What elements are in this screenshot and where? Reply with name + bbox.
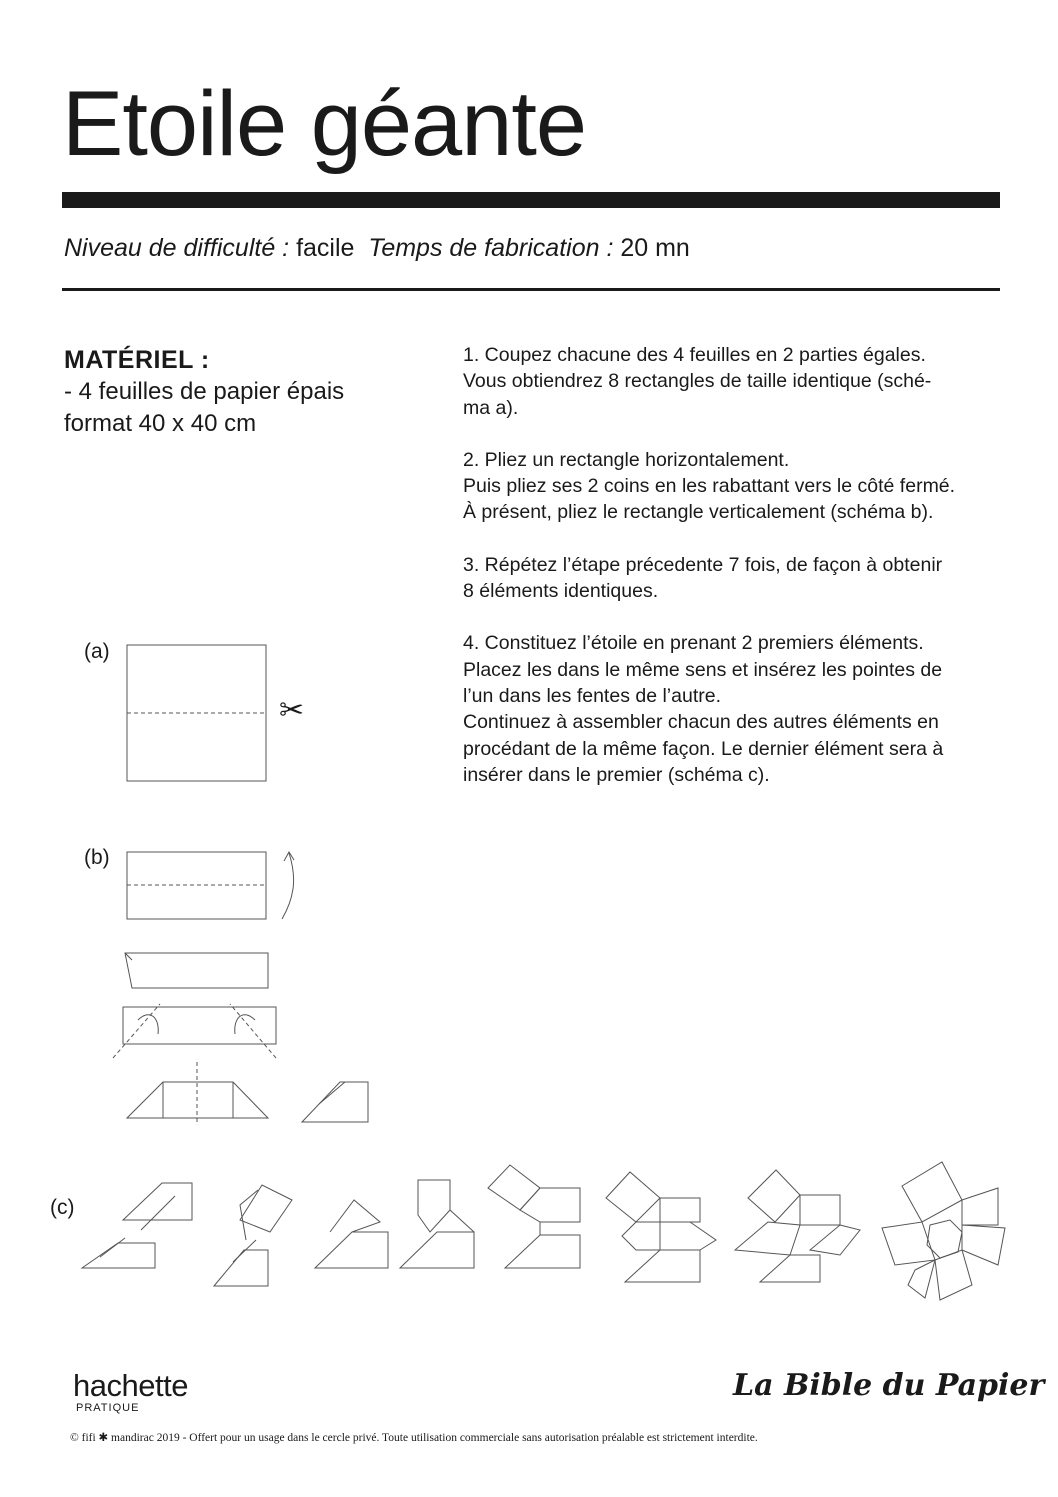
materials-line: - 4 feuilles de papier épais	[64, 378, 345, 405]
schema-b	[113, 852, 368, 1125]
copyright-notice: © fifi ✱ mandirac 2019 - Offert pour un usage dans le cercle privé. Toute utilisation commerciale sans autorisation préalable est strictement interdite.	[70, 1432, 758, 1444]
step-4: 4. Constituez l’étoile en prenant 2 premiers éléments. Placez les dans le même sens et insérez les pointes de l’un dans les fentes de l’autre. Continuez à assembler chacun des autres éléments en procédant de la même façon. Le dernier élément sera à insérer dans le premier (schéma c).	[463, 632, 944, 786]
schema-a	[127, 645, 266, 781]
materials-title: MATÉRIEL :	[64, 346, 210, 374]
diagram-label-c: (c)	[50, 1196, 75, 1219]
brand-logo: La Bible du Papier	[733, 1368, 1045, 1403]
publisher-logo-sub: PRATIQUE	[76, 1402, 140, 1414]
materials-line: format 40 x 40 cm	[64, 410, 257, 437]
difficulty-label: Niveau de difficulté :	[64, 234, 290, 262]
difficulty-value: facile	[289, 234, 355, 262]
step-2: 2. Pliez un rectangle horizontalement. Puis pliez ses 2 coins en les rabattant vers le côté fermé. À présent, pliez le rectangle verticalement (schéma b).	[463, 448, 956, 524]
step-3: 3. Répétez l’étape précedente 7 fois, de façon à obtenir 8 éléments identiques.	[463, 553, 943, 603]
publisher-logo: hachette	[73, 1368, 188, 1403]
time-value: 20 mn	[613, 234, 690, 262]
schema-c	[82, 1162, 1005, 1300]
page-title: Etoile géante	[62, 73, 587, 175]
step-1: 1. Coupez chacune des 4 feuilles en 2 parties égales. Vous obtiendrez 8 rectangles de taille identique (sché- ma a).	[463, 344, 932, 419]
time-label: Temps de fabrication :	[368, 234, 614, 262]
scissors-icon: ✂	[279, 694, 305, 727]
diagram-label-a: (a)	[84, 640, 110, 663]
diagram-label-b: (b)	[84, 846, 110, 869]
